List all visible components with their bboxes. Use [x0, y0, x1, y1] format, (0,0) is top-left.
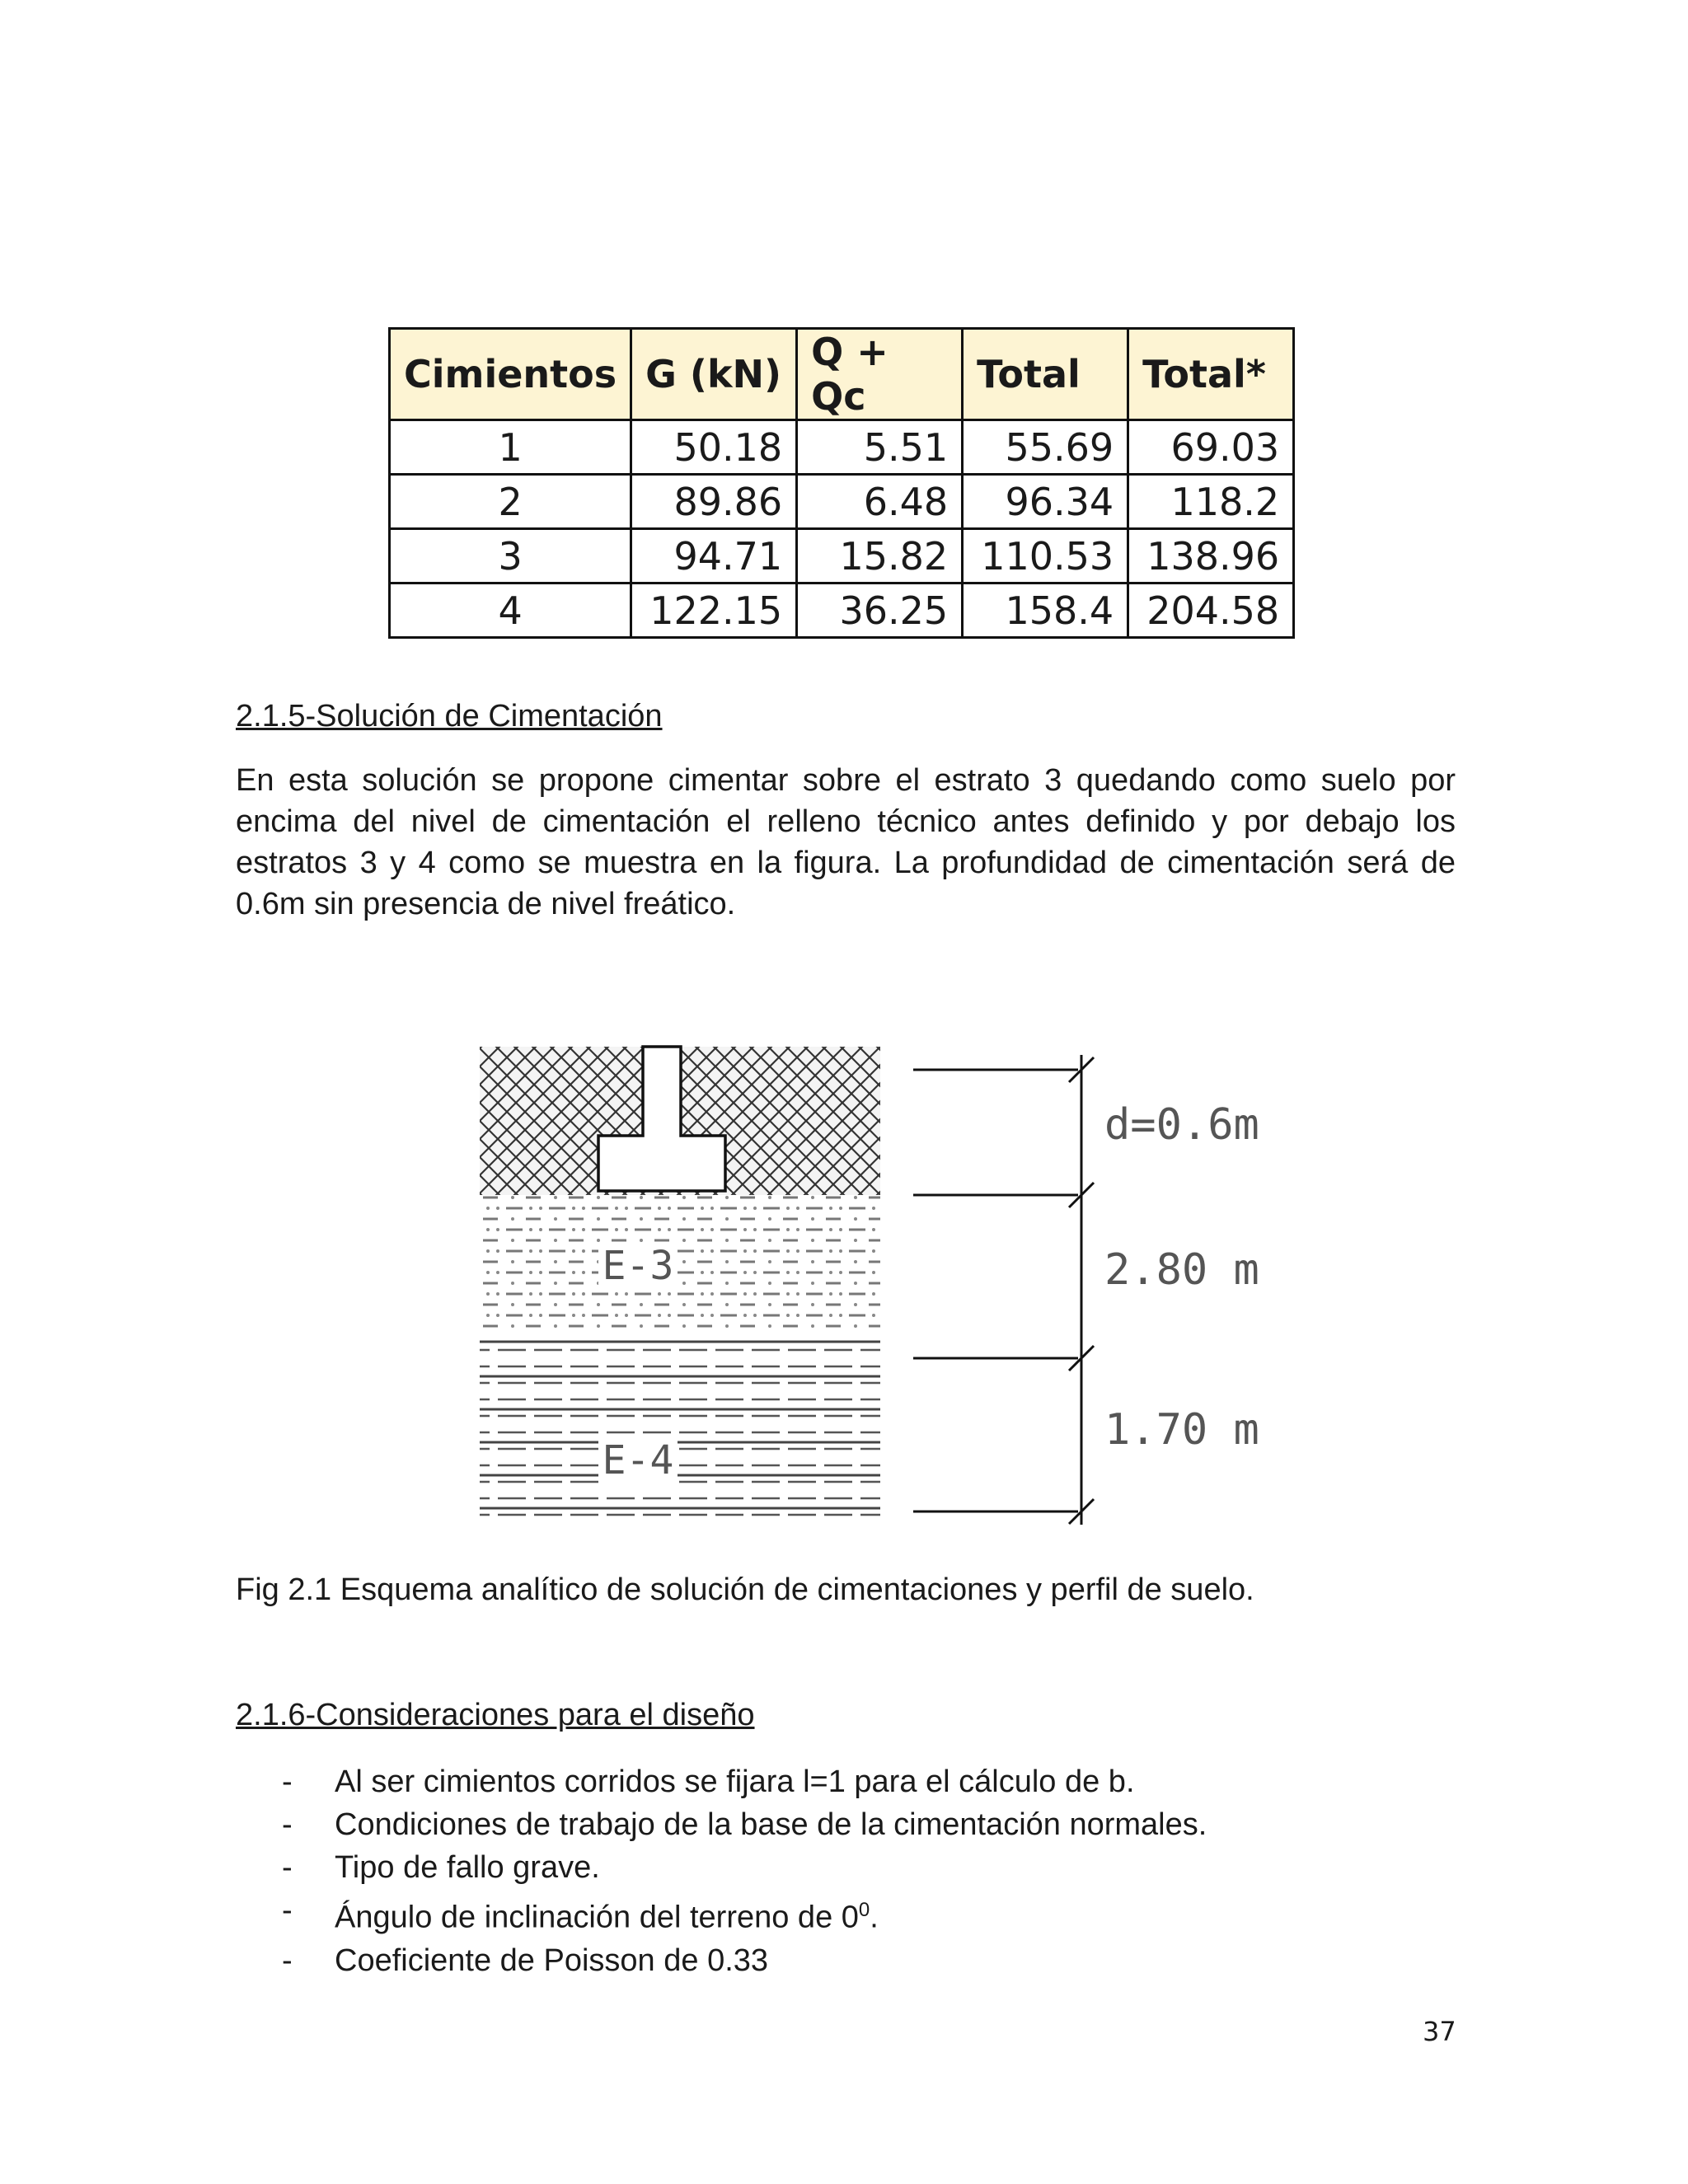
stratum-e3 [480, 1195, 880, 1335]
table-cell: 138.96 [1128, 529, 1294, 583]
table-cell: 6.48 [797, 475, 963, 529]
section-heading-2-1-6: 2.1.6-Consideraciones para el diseño [236, 1698, 755, 1732]
list-item: - Coeficiente de Poisson de 0.33 [282, 1943, 769, 1978]
table-cell: 5.51 [797, 420, 963, 475]
table-row [390, 475, 1294, 529]
figure-caption: Fig 2.1 Esquema analítico de solución de cimentaciones y perfil de suelo. [236, 1572, 1254, 1607]
table-cell: 118.2 [1128, 475, 1294, 529]
design-considerations-list [236, 1760, 1207, 1982]
list-item: - Condiciones de trabajo de la base de la cimentación normales. [282, 1807, 1207, 1842]
table-cell: 96.34 [963, 475, 1128, 529]
list-item: - Tipo de fallo grave. [282, 1850, 600, 1885]
col-header-q: Q + Qc [797, 329, 963, 420]
dimension-label-e4: 1.70 m [1104, 1405, 1259, 1455]
table-row [390, 529, 1294, 583]
table-cell: 36.25 [797, 583, 963, 638]
table-cell: 122.15 [631, 583, 797, 638]
table-cell: 204.58 [1128, 583, 1294, 638]
col-header-cimientos: Cimientos [390, 329, 631, 420]
table-cell: 110.53 [963, 529, 1128, 583]
table-cell: 158.4 [963, 583, 1128, 638]
table-row [390, 420, 1294, 475]
stratum-label-e4: E-4 [602, 1437, 674, 1483]
section-heading-2-1-5: 2.1.5-Solución de Cimentación [236, 699, 663, 733]
stratum-e4 [480, 1335, 880, 1521]
dimension-label-e3: 2.80 m [1104, 1245, 1259, 1295]
table-cell: 1 [390, 420, 631, 475]
soil-profile-figure [462, 1030, 1368, 1541]
table-cell: 94.71 [631, 529, 797, 583]
table-cell: 50.18 [631, 420, 797, 475]
stratum-label-e3: E-3 [602, 1243, 674, 1289]
table-cell: 55.69 [963, 420, 1128, 475]
table-cell: 3 [390, 529, 631, 583]
table-header-row [390, 329, 1294, 420]
col-header-total-star: Total* [1128, 329, 1294, 420]
table-cell: 69.03 [1128, 420, 1294, 475]
loads-table [388, 327, 1295, 639]
table-cell: 2 [390, 475, 631, 529]
section-paragraph: En esta solución se propone cimentar sobre el estrato 3 quedando como suelo por encima del nivel de cimentación el relleno técnico antes definido y por debajo los estratos 3 y 4 como se muestra en la figura. La profundidad de cimentación será de 0.6m sin presencia de nivel freático. [236, 763, 1456, 921]
table-row [390, 583, 1294, 638]
list-item: - Ángulo de inclinación del terreno de $0^0$. [282, 1893, 879, 1935]
degree-superscript: 0 [858, 1899, 870, 1921]
col-header-total: Total [963, 329, 1128, 420]
col-header-g: G (kN) [631, 329, 797, 420]
page-number: 37 [1423, 2016, 1456, 2047]
list-item: - Al ser cimientos corridos se fijara l=1 para el cálculo de b. [282, 1765, 1135, 1799]
dimension-lines [913, 1055, 1094, 1525]
table-cell: 15.82 [797, 529, 963, 583]
dimension-label-d: d=0.6m [1104, 1100, 1259, 1150]
table-cell: 4 [390, 583, 631, 638]
table-cell: 89.86 [631, 475, 797, 529]
